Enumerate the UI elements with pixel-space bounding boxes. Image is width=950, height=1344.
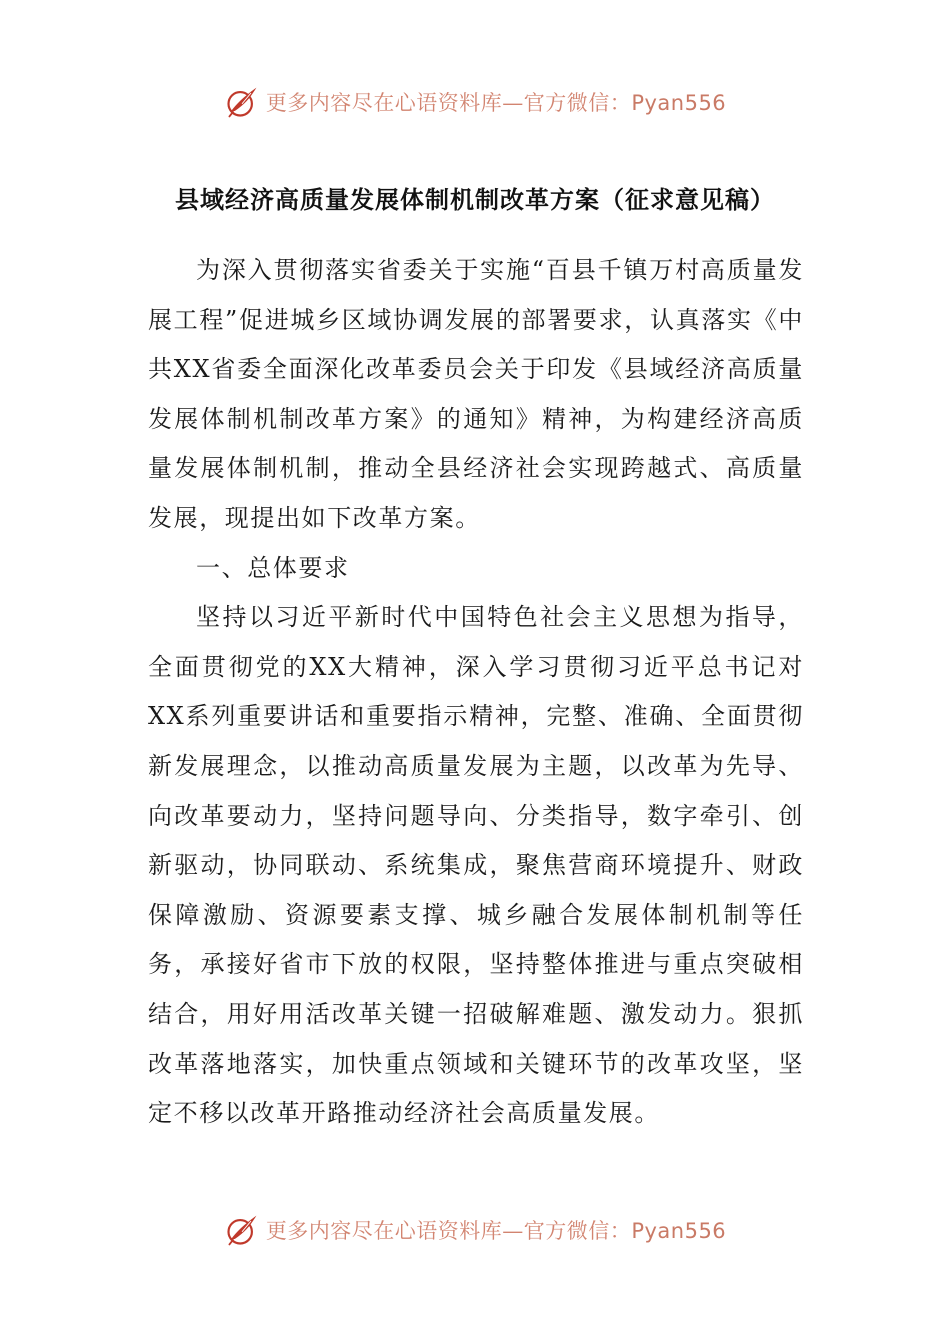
wechat-id: Pyan556 xyxy=(631,1219,727,1243)
document-title: 县域经济高质量发展体制机制改革方案（征求意见稿） xyxy=(175,185,775,214)
section-heading: 一、总体要求 xyxy=(196,553,350,582)
quill-logo-icon xyxy=(224,1212,260,1248)
watermark-text: 更多内容尽在心语资料库—官方微信：Pyan556 xyxy=(265,1219,727,1243)
paragraph-general-requirements: 坚持以习近平新时代中国特色社会主义思想为指导，全面贯彻党的XX大精神，深入学习贯彻习近平总书记对XX系列重要讲话和重要指示精神，完整、准确、全面贯彻新发展理念，以推动高质量发展为主题，以改革为先导、向改革要动力，坚持问题导向、分类指导，数字牵引、创新驱动，协同联动、系统集成，聚焦营商环境提升、财政保障激励、资源要素支撑、城乡融合发展体制机制等任务，承接好省市下放的权限，坚持整体推进与重点突破相结合，用好用活改革关键一招破解难题、激发动力。狠抓改革落地落实，加快重点领域和关键环节的改革攻坚，坚定不移以改革开路推动经济社会高质量发展。 xyxy=(148,603,804,1128)
paragraph-intro: 为深入贯彻落实省委关于实施“百县千镇万村高质量发展工程”促进城乡区域协调发展的部署要求，认真落实《中共XX省委全面深化改革委员会关于印发《县域经济高质量发展体制机制改革方案》的通知》精神，为构建经济高质量发展体制机制，推动全县经济社会实现跨越式、高质量发展，现提出如下改革方案。 xyxy=(148,256,804,532)
document-body xyxy=(148,246,804,1139)
watermark-banner-top xyxy=(0,80,950,124)
quill-logo-icon xyxy=(224,84,260,120)
watermark-text: 更多内容尽在心语资料库—官方微信：Pyan556 xyxy=(265,91,727,115)
watermark-banner-bottom xyxy=(0,1208,950,1252)
wechat-id: Pyan556 xyxy=(631,91,727,115)
